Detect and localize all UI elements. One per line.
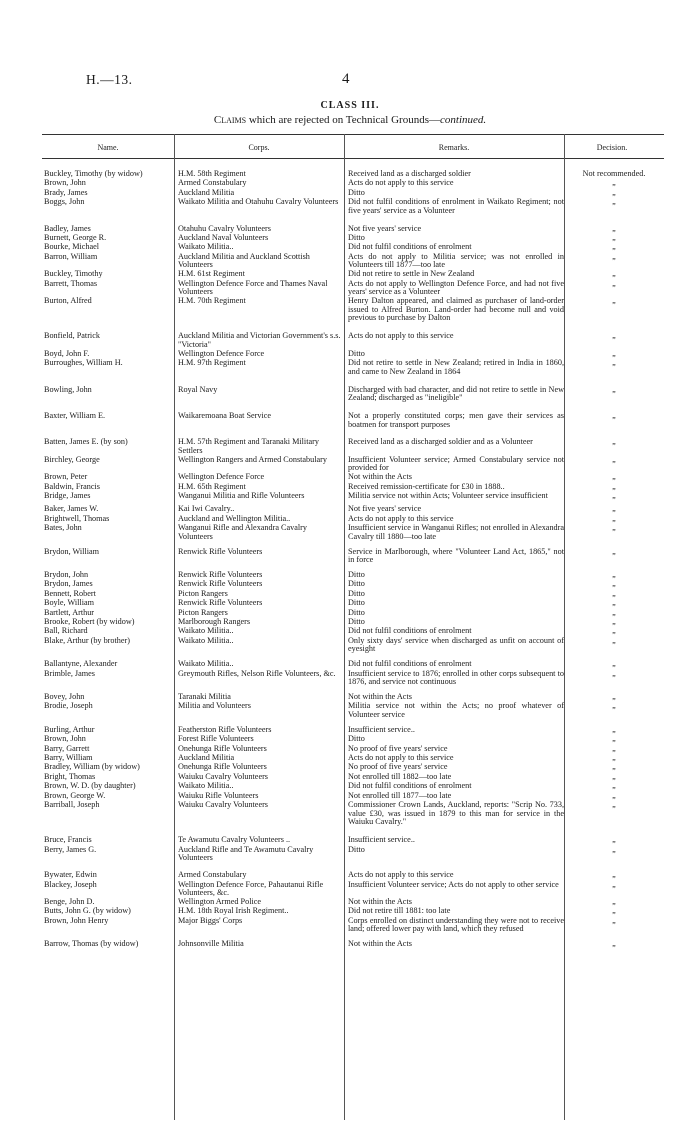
decision-cell: „ [612,790,616,800]
claimant-name: Baxter, William E. [44,411,106,420]
claimant-name: Barron, William [44,251,98,261]
remarks-cell: Militia service not within Acts; Volunteer service insufficient [348,491,548,500]
claimant-name: Baker, James W. [44,504,99,514]
remarks-cell: Insufficient service in Wanganui Rifles; not enrolled in Alexandra Cavalry till 1880—too late [348,523,564,541]
remarks-cell: Insufficient service to 1876; enrolled in other corps subsequent to 1876, and service not continuous [348,668,564,687]
remarks-cell: Acts do not apply to this service [348,870,454,880]
corps-cell: Auckland Militia and Victorian Government's s.s. "Victoria" [178,331,341,349]
decision-cell: „ [612,800,616,809]
corps-cell: Armed Constabulary [178,870,247,880]
decision-cell: „ [612,331,616,341]
decision-cell: „ [612,588,616,598]
remarks-cell: Ditto [348,233,365,242]
decision-cell: „ [612,411,616,420]
decision-cell: „ [612,513,616,523]
corps-cell: Waikato Militia.. [178,626,234,636]
corps-cell: Picton Rangers [178,607,228,617]
claimant-name: Buckley, Timothy (by widow) [44,169,143,178]
decision-cell: „ [612,546,616,556]
remarks-cell: Ditto [348,844,365,854]
decision-cell: „ [612,753,616,762]
corps-cell: Te Awamutu Cavalry Volunteers .. [178,835,291,845]
corps-cell: Onehunga Rifle Volunteers [178,743,267,753]
remarks-cell: Not a properly constituted corps; men gave their services as boatmen for transport purposes [348,411,564,429]
corps-cell: Waiuku Rifle Volunteers [178,790,259,800]
decision-cell: „ [612,844,616,854]
remarks-cell: Not enrolled till 1877—too late [348,790,452,800]
remarks-cell: Not within the Acts [348,692,412,701]
corps-cell: Otahuhu Cavalry Volunteers [178,223,271,233]
corps-cell: Auckland Rifle and Te Awamutu Cavalry Volunteers [178,844,314,863]
decision-cell: „ [612,617,616,626]
decision-cell: „ [612,835,616,845]
claimant-name: Barrett, Thomas [44,278,98,288]
claimant-name: Brown, W. D. (by daughter) [44,781,136,791]
corps-cell: Wellington Defence Force [178,348,265,358]
remarks-cell: Ditto [348,617,365,626]
corps-cell: Wellington Rangers and Armed Constabulary [178,454,327,464]
remarks-cell: Ditto [348,570,365,579]
claimant-name: Brown, John [44,178,86,188]
decision-cell: „ [612,481,616,491]
corps-cell: Wellington Defence Force and Thames Naval Volunteers [178,278,328,297]
remarks-cell: Did not retire till 1881: too late [348,906,451,916]
claimant-name: Boyle, William [44,598,95,608]
corps-cell: H.M. 70th Regiment [178,296,246,305]
decision-cell: „ [612,870,616,880]
claimant-name: Bradley, William (by widow) [44,762,140,772]
claimant-name: Ballantyne, Alexander [44,659,118,669]
claimant-name: Bywater, Edwin [44,870,97,880]
subtitle-claims: Claims [213,114,247,126]
corps-cell: Wanganui Rifle and Alexandra Cavalry Volunteers [178,523,307,541]
claimant-name: Blackey, Joseph [44,879,97,889]
remarks-cell: Acts do not apply to Wellington Defence Force, and had not five years' service as a Volunteer [348,278,564,297]
claimant-name: Buckley, Timothy [44,269,103,279]
decision-cell: „ [612,692,616,701]
page-number: 4 [342,71,350,87]
decision-cell: „ [612,178,616,188]
remarks-cell: Ditto [348,734,365,744]
claimant-name: Boggs, John [44,197,85,207]
claimant-name: Birchley, George [44,454,100,464]
corps-cell: Renwick Rifle Volunteers [178,570,263,579]
corps-cell: H.M. 61st Regiment [178,269,245,279]
corps-cell: Renwick Rifle Volunteers [178,598,263,608]
claimant-name: Bennett, Robert [44,588,96,598]
remarks-cell: Ditto [348,579,365,589]
claimant-name: Benge, John D. [44,897,95,906]
claimant-name: Burroughes, William H. [44,358,123,368]
decision-cell: „ [612,348,616,358]
corps-cell: Waikato Militia.. [178,659,234,669]
claimant-name: Bruce, Francis [44,835,92,845]
corps-cell: Waikato Militia.. [178,635,234,645]
remarks-cell: Service in Marlborough, where "Volunteer Land Act, 1865," not in force [348,546,564,565]
decision-cell: „ [612,762,616,772]
claimant-name: Brodie, Joseph [44,701,93,711]
decision-cell: „ [612,242,616,252]
remarks-cell: Received land as a discharged soldier [348,169,471,178]
remarks-cell: Militia service not within the Acts; no proof whatever of Volunteer service [348,701,564,719]
claimant-name: Badley, James [44,223,91,233]
remarks-cell: Corps enrolled on distinct understanding they were not to receive land; offered lower pay with land, which they refused [348,915,564,934]
corps-cell: H.M. 18th Royal Irish Regiment.. [178,906,289,916]
remarks-cell: Not enrolled till 1882—too late [348,771,452,781]
decision-cell: „ [612,454,616,464]
claimant-name: Butts, John G. (by widow) [44,906,131,916]
corps-cell: Wanganui Militia and Rifle Volunteers [178,491,305,500]
corps-cell: Waikato Militia.. [178,781,234,791]
remarks-cell: Ditto [348,607,365,617]
claims-table-body [0,170,700,1120]
decision-cell: Not recommended. [582,169,646,178]
remarks-cell: Not within the Acts [348,472,412,482]
claimant-name: Blake, Arthur (by brother) [44,635,130,645]
decision-cell: „ [612,626,616,636]
remarks-cell: Ditto [348,598,365,608]
claimant-name: Brimble, James [44,668,95,678]
decision-cell: „ [612,781,616,791]
corps-cell: Johnsonville Militia [178,939,244,949]
corps-cell: Auckland and Wellington Militia.. [178,513,291,523]
remarks-cell: Ditto [348,588,365,598]
subtitle-text: which are rejected on Technical Grounds— [246,114,440,126]
corps-cell: Featherston Rifle Volunteers [178,724,272,734]
claimant-name: Bates, John [44,523,82,533]
remarks-cell: Not within the Acts [348,939,412,949]
decision-cell: „ [612,598,616,608]
remarks-cell: Only sixty days' service when discharged as unfit on account of eyesight [348,635,564,654]
remarks-cell: Ditto [348,348,365,358]
claimant-name: Brown, George W. [44,790,106,800]
remarks-cell: Acts do not apply to this service [348,513,454,523]
corps-cell: Waiuku Cavalry Volunteers [178,771,268,781]
decision-cell: „ [612,296,616,305]
column-header-corps: Corps. [248,143,270,152]
decision-cell: „ [612,915,616,925]
corps-cell: Royal Navy [178,384,218,394]
remarks-cell: Insufficient Volunteer service; Acts do not apply to other service [348,879,559,889]
remarks-cell: Acts do not apply to this service [348,753,454,762]
corps-cell: Onehunga Rifle Volunteers [178,762,267,772]
table-header-rule [42,158,664,159]
corps-cell: H.M. 65th Regiment [178,481,246,491]
claimant-name: Brooke, Robert (by widow) [44,617,135,626]
remarks-cell: Did not fulfil conditions of enrolment in Waikato Regiment; not five years' service as a Volunteer [348,197,564,215]
corps-cell: Renwick Rifle Volunteers [178,546,263,556]
claimant-name: Brown, John [44,734,86,744]
corps-cell: Armed Constabulary [178,178,247,188]
remarks-cell: Did not fulfil conditions of enrolment [348,781,472,791]
decision-cell: „ [612,472,616,482]
decision-cell: „ [612,659,616,669]
corps-cell: H.M. 57th Regiment and Taranaki Military Settlers [178,437,319,455]
claimant-name: Bonfield, Patrick [44,331,100,341]
decision-cell: „ [612,724,616,734]
decision-cell: „ [612,504,616,514]
table-subtitle [0,114,700,126]
column-header-name: Name. [97,143,119,152]
corps-cell: Waikato Militia.. [178,242,234,252]
decision-cell: „ [612,437,616,447]
corps-cell: Waikaremoana Boat Service [178,411,271,420]
claimant-name: Barrow, Thomas (by widow) [44,939,139,949]
corps-cell: H.M. 58th Regiment [178,169,246,178]
column-header-decision: Decision. [596,143,628,152]
claimant-name: Bright, Thomas [44,771,96,781]
remarks-cell: Insufficient Volunteer service; Armed Constabulary service not provided for [348,454,564,473]
subtitle-continued: continued. [440,114,487,126]
corps-cell: Wellington Defence Force [178,472,265,482]
decision-cell: „ [612,701,616,711]
claimant-name: Brydon, William [44,546,100,556]
remarks-cell: Acts do not apply to this service [348,331,454,341]
remarks-cell: Acts do not apply to this service [348,178,454,188]
remarks-cell: Received land as a discharged soldier and as a Volunteer [348,437,533,447]
corps-cell: Wellington Armed Police [178,897,262,906]
remarks-cell: Henry Dalton appeared, and claimed as purchaser of land-order issued to Alfred Burton. Land-order had become null and void previous to purchase by Dalton [348,296,564,323]
decision-cell: „ [612,579,616,589]
remarks-cell: Not within the Acts [348,897,412,906]
remarks-cell: No proof of five years' service [348,743,448,753]
decision-cell: „ [612,939,616,949]
claimant-name: Batten, James E. (by son) [44,437,128,447]
decision-cell: „ [612,233,616,242]
claimant-name: Burling, Arthur [44,724,95,734]
claimant-name: Brydon, John [44,570,89,579]
claimant-name: Bartlett, Arthur [44,607,95,617]
corps-cell: Waiuku Cavalry Volunteers [178,800,268,809]
corps-cell: Kai Iwi Cavalry.. [178,504,235,514]
decision-cell: „ [612,635,616,645]
document-reference: H.—13. [86,72,133,87]
corps-cell: Forest Rifle Volunteers [178,734,254,744]
remarks-cell: Discharged with bad character, and did not retire to settle in New Zealand; discharged as "ineligible" [348,384,564,403]
corps-cell: Picton Rangers [178,588,228,598]
claimant-name: Brown, Peter [44,472,88,482]
claimant-name: Barry, Garrett [44,743,90,753]
remarks-cell: No proof of five years' service [348,762,448,772]
decision-cell: „ [612,523,616,533]
claimant-name: Brown, John Henry [44,915,109,925]
claimant-name: Barry, William [44,753,93,762]
decision-cell: „ [612,384,616,394]
corps-cell: Marlborough Rangers [178,617,251,626]
table-top-rule [42,134,664,135]
remarks-cell: Insufficient service.. [348,835,415,845]
decision-cell: „ [612,187,616,197]
decision-cell: „ [612,607,616,617]
corps-cell: Wellington Defence Force, Pahautanui Rifle Volunteers, &c. [178,879,324,898]
remarks-cell: Not five years' service [348,223,422,233]
decision-cell: „ [612,771,616,781]
corps-cell: Taranaki Militia [178,692,231,701]
claimant-name: Ball, Richard [44,626,88,636]
decision-cell: „ [612,668,616,678]
claimant-name: Barriball, Joseph [44,800,100,809]
corps-cell: Greymouth Rifles, Nelson Rifle Volunteers, &c. [178,668,336,678]
decision-cell: „ [612,197,616,207]
corps-cell: Auckland Militia [178,187,235,197]
corps-cell: Major Biggs' Corps [178,915,243,925]
decision-cell: „ [612,251,616,261]
corps-cell: Auckland Militia and Auckland Scottish Volunteers [178,251,310,270]
remarks-cell: Did not fulfil conditions of enrolment [348,242,472,252]
decision-cell: „ [612,906,616,916]
claimant-name: Bovey, John [44,692,85,701]
corps-cell: Waikato Militia and Otahuhu Cavalry Volunteers [178,197,339,207]
corps-cell: Renwick Rifle Volunteers [178,579,263,589]
decision-cell: „ [612,491,616,500]
remarks-cell: Acts do not apply to Militia service; was not enrolled in Volunteers till 1877—too late [348,251,564,270]
claimant-name: Brightwell, Thomas [44,513,110,523]
class-title: CLASS III. [320,100,380,111]
decision-cell: „ [612,743,616,753]
decision-cell: „ [612,570,616,579]
decision-cell: „ [612,223,616,233]
decision-cell: „ [612,734,616,744]
claimant-name: Boyd, John F. [44,348,90,358]
remarks-cell: Did not retire to settle in New Zealand [348,269,475,279]
claimant-name: Burton, Alfred [44,296,92,305]
claimant-name: Brady, James [44,187,88,197]
corps-cell: Auckland Naval Volunteers [178,233,269,242]
decision-cell: „ [612,879,616,889]
claimant-name: Bridge, James [44,491,91,500]
claimant-name: Bourke, Michael [44,242,100,252]
remarks-cell: Received remission-certificate for £30 in 1888.. [348,481,505,491]
remarks-cell: Not five years' service [348,504,422,514]
remarks-cell: Did not fulfil conditions of enrolment [348,659,472,669]
remarks-cell: Did not retire to settle in New Zealand; retired in India in 1860, and came to New Zealand in 1864 [348,358,564,376]
claimant-name: Berry, James G. [44,844,97,854]
remarks-cell: Ditto [348,187,365,197]
decision-cell: „ [612,269,616,279]
corps-cell: Auckland Militia [178,753,235,762]
decision-cell: „ [612,358,616,368]
remarks-cell: Insufficient service.. [348,724,415,734]
remarks-cell: Commissioner Crown Lands, Auckland, reports: "Scrip No. 733, value £30, was issued in 1879 to this man for service in the Waiuku Cavalry." [348,800,564,827]
claimant-name: Baldwin, Francis [44,481,100,491]
corps-cell: H.M. 97th Regiment [178,358,246,368]
claimant-name: Brydon, James [44,579,93,589]
decision-cell: „ [612,278,616,288]
column-header-remarks: Remarks. [438,143,470,152]
claimant-name: Burnett, George R. [44,233,107,242]
claimant-name: Bowling, John [44,384,92,394]
corps-cell: Militia and Volunteers [178,701,251,711]
remarks-cell: Did not fulfil conditions of enrolment [348,626,472,636]
decision-cell: „ [612,897,616,906]
